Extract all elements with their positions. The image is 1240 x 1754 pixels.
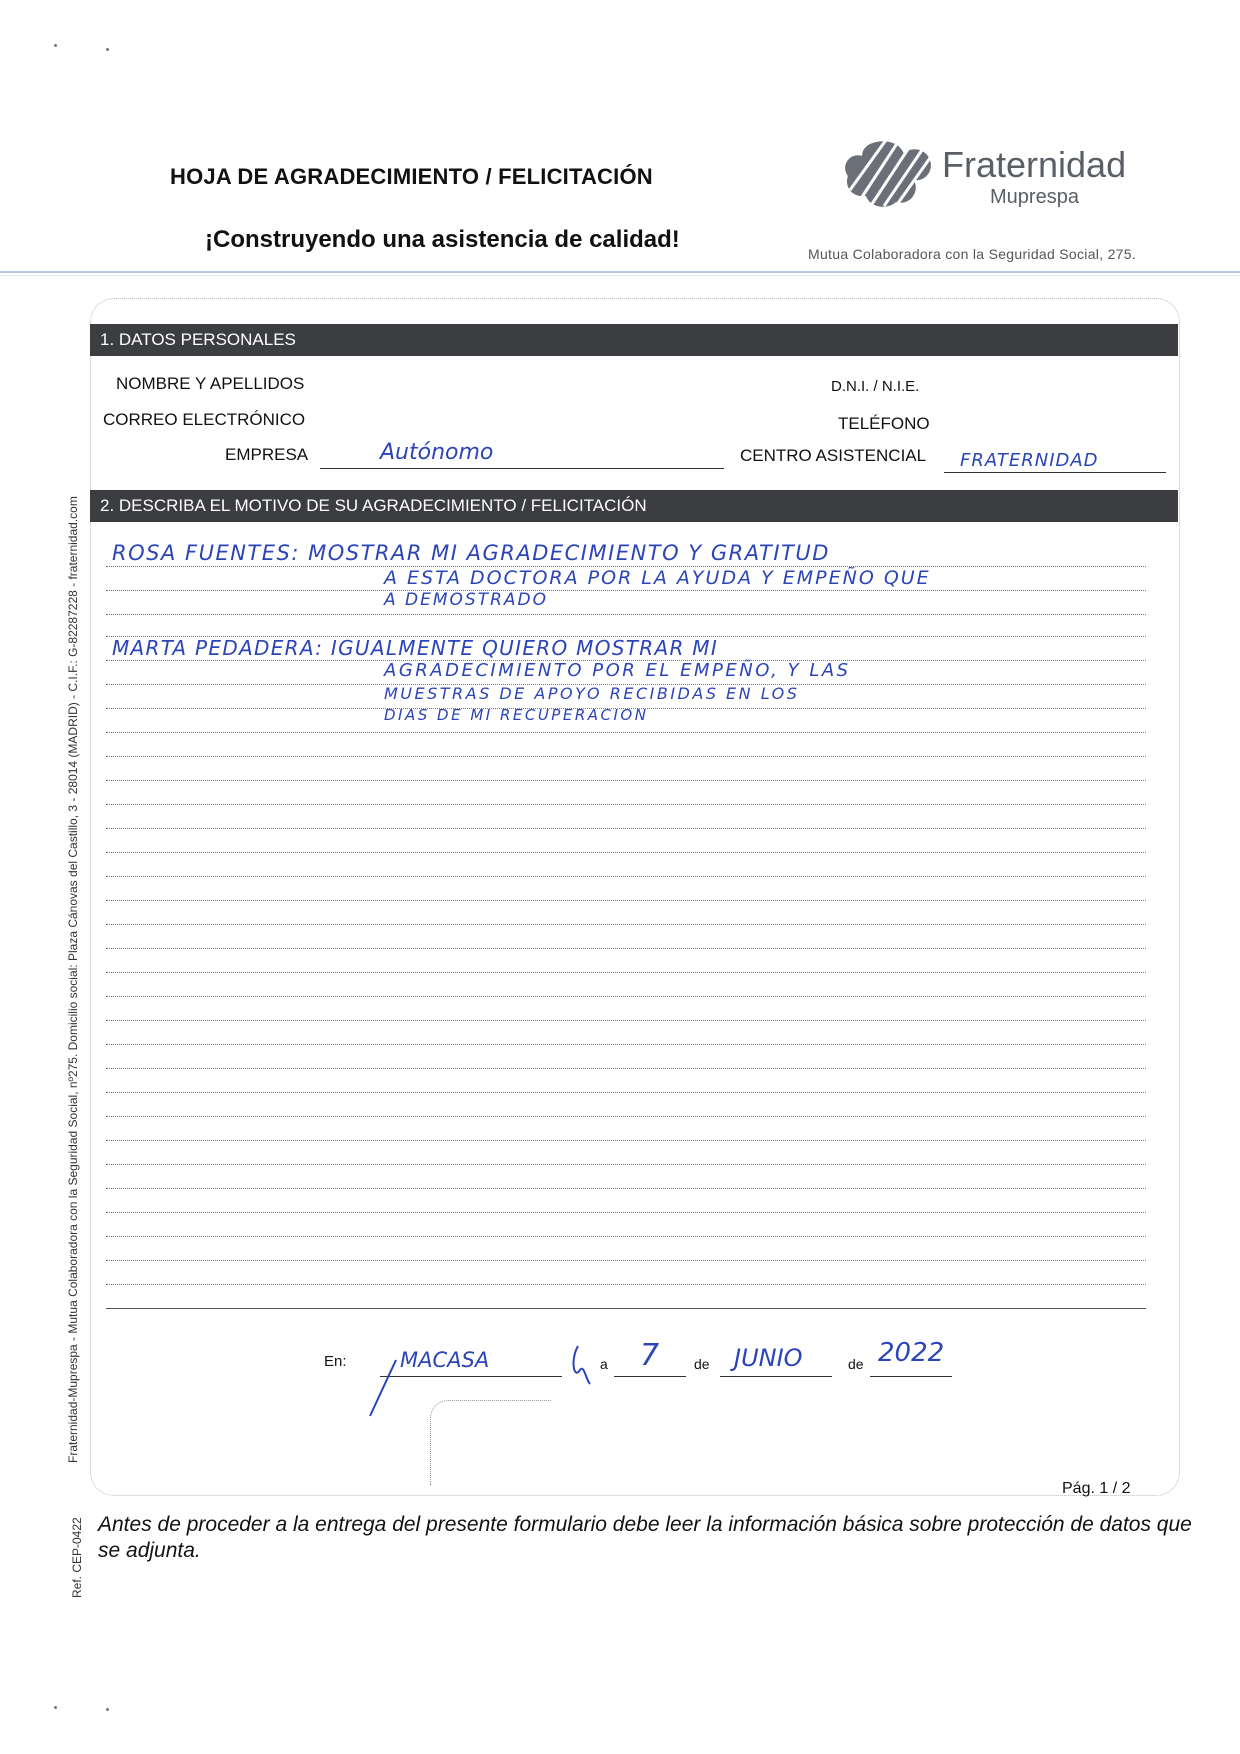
motive-line-5: AGRADECIMIENTO POR EL EMPEÑO, Y LAS — [384, 660, 851, 681]
centro-value: FRATERNIDAD — [960, 450, 1099, 471]
ruled-line — [106, 1236, 1146, 1237]
motive-line-7: DIAS DE MI RECUPERACION — [384, 706, 649, 724]
ruled-line — [106, 948, 1146, 949]
correo-label: CORREO ELECTRÓNICO — [103, 410, 306, 429]
logo-mark-icon — [840, 136, 936, 212]
ruled-line — [106, 1308, 1146, 1309]
empresa-value: Autónomo — [380, 440, 494, 465]
document-title: HOJA DE AGRADECIMIENTO / FELICITACIÓN — [170, 164, 653, 189]
logo-name: Fraternidad — [942, 144, 1127, 185]
scan-speck — [54, 1706, 57, 1709]
ruled-line — [106, 1068, 1146, 1069]
motive-line-1: ROSA FUENTES: MOSTRAR MI AGRADECIMIENTO Y GRATITUD — [112, 541, 830, 565]
ruled-line — [106, 1212, 1146, 1213]
header-divider-secondary — [0, 275, 1240, 276]
data-protection-notice: Antes de proceder a la entrega del presente formulario debe leer la información básica sobre protección de datos que se adjunta. — [98, 1513, 1192, 1562]
motive-line-3: A DEMOSTRADO — [384, 590, 549, 610]
month-underline — [720, 1376, 832, 1377]
ruled-line — [106, 1020, 1146, 1021]
centro-underline — [944, 472, 1166, 473]
ruled-line — [106, 614, 1146, 615]
ruled-line — [106, 924, 1146, 925]
nombre-label: NOMBRE Y APELLIDOS — [116, 374, 305, 393]
section-2-heading: 2. DESCRIBA EL MOTIVO DE SU AGRADECIMIENTO / FELICITACIÓN — [90, 490, 1178, 522]
section-1-heading: 1. DATOS PERSONALES — [90, 324, 1178, 356]
year-underline — [870, 1376, 952, 1377]
handwritten-signature — [360, 1320, 620, 1420]
ruled-line — [106, 900, 1146, 901]
empresa-label: EMPRESA — [225, 445, 309, 464]
ruled-line — [106, 1260, 1146, 1261]
reference-code: Ref. CEP-0422 — [70, 1517, 84, 1598]
ruled-line — [106, 590, 1146, 591]
telefono-label: TELÉFONO — [838, 414, 930, 433]
ruled-line — [106, 1044, 1146, 1045]
year-value: 2022 — [878, 1338, 945, 1368]
motive-line-6: MUESTRAS DE APOYO RECIBIDAS EN LOS — [384, 684, 800, 703]
centro-label: CENTRO ASISTENCIAL — [740, 446, 927, 465]
header-divider — [0, 271, 1240, 273]
ruled-line — [106, 1092, 1146, 1093]
ruled-line — [106, 1188, 1146, 1189]
ruled-line — [106, 876, 1146, 877]
empresa-underline — [320, 468, 724, 469]
ruled-line — [106, 852, 1146, 853]
document-subtitle: ¡Construyendo una asistencia de calidad! — [205, 226, 680, 253]
mutua-line: Mutua Colaboradora con la Seguridad Social, 275. — [808, 246, 1137, 262]
en-label: En: — [324, 1353, 347, 1370]
ruled-line — [106, 1140, 1146, 1141]
ruled-line — [106, 804, 1146, 805]
de-label-2: de — [848, 1356, 864, 1372]
page-number: Pág. 1 / 2 — [1062, 1480, 1131, 1497]
ruled-line — [106, 828, 1146, 829]
legal-sidebar-text: Fraternidad-Muprespa - Mutua Colaboradora con la Seguridad Social, nº275. Domicilio social: Plaza Cánovas del Castillo, 3 - 28014 (MADRID) - C.I.F.: G-82287228 - fraternidad.com — [66, 496, 80, 1463]
a-label: a — [600, 1356, 608, 1372]
de-label-1: de — [694, 1356, 710, 1372]
ruled-line — [106, 996, 1146, 997]
scan-speck — [106, 1708, 109, 1711]
logo-subname: Muprespa — [990, 186, 1079, 208]
ruled-line — [106, 1284, 1146, 1285]
day-underline — [614, 1376, 686, 1377]
motive-line-2: A ESTA DOCTORA POR LA AYUDA Y EMPEÑO QUE — [384, 567, 931, 589]
ruled-line — [106, 756, 1146, 757]
place-value: MACASA — [400, 1348, 490, 1372]
dni-label: D.N.I. / N.I.E. — [831, 378, 920, 395]
fraternidad-logo — [840, 136, 1130, 216]
scan-speck — [54, 44, 57, 47]
month-value: JUNIO — [734, 1344, 803, 1372]
ruled-line — [106, 1116, 1146, 1117]
scan-speck — [106, 48, 109, 51]
day-value: 7 — [640, 1338, 660, 1373]
motive-line-4: MARTA PEDADERA: IGUALMENTE QUIERO MOSTRAR MI — [112, 636, 719, 660]
form-frame — [90, 298, 1180, 1496]
ruled-line — [106, 780, 1146, 781]
ruled-line — [106, 732, 1146, 733]
ruled-line — [106, 1164, 1146, 1165]
ruled-line — [106, 972, 1146, 973]
